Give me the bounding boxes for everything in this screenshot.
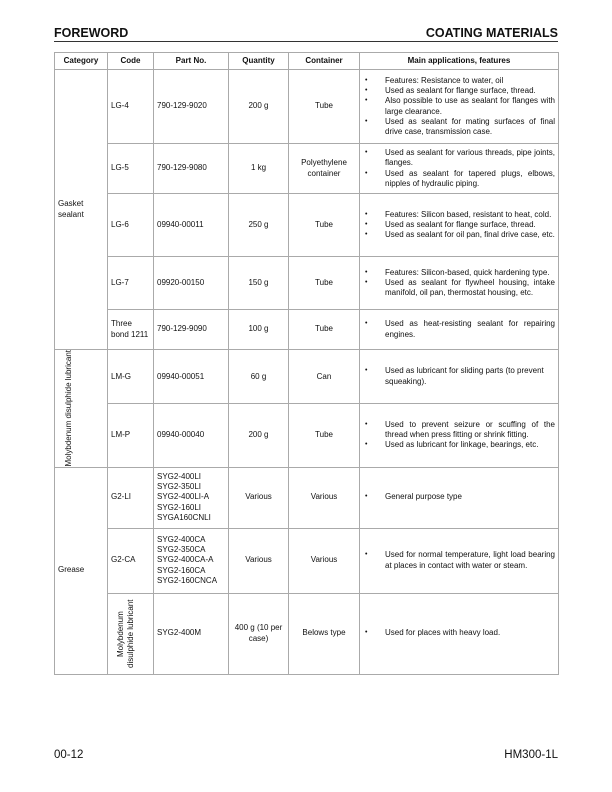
feature-item: • Used as lubricant for linkage, bearings, etc. <box>363 440 555 450</box>
page-header <box>54 25 558 42</box>
qty-cell: 400 g (10 per case) <box>229 593 289 674</box>
code-cell: G2-CA <box>108 528 154 593</box>
part-number: SYG2-160LI <box>157 502 202 512</box>
features-cell <box>360 70 559 144</box>
coating-materials-table <box>54 52 559 675</box>
features-cell <box>360 194 559 257</box>
col-header: Container <box>289 53 360 70</box>
col-header: Quantity <box>229 53 289 70</box>
container-cell: Belows type <box>289 593 360 674</box>
model-number: HM300-1L <box>504 749 558 761</box>
feature-item: • Used for normal temperature, light load bearing at places in contact with water or steam. <box>363 550 555 570</box>
part-number: SYG2-400CA <box>157 535 206 544</box>
category-cell <box>55 350 108 468</box>
code-cell: LG-4 <box>108 70 154 144</box>
qty-cell: Various <box>229 467 289 528</box>
qty-cell: 200 g <box>229 404 289 467</box>
features-cell <box>360 593 559 674</box>
container-cell: Various <box>289 528 360 593</box>
table-row <box>55 144 559 194</box>
part-cell: 09940-00040 <box>154 404 229 467</box>
col-header: Code <box>108 53 154 70</box>
feature-item: • Used for places with heavy load. <box>363 628 555 638</box>
feature-item: • Used as lubricant for sliding parts (to prevent squeaking). <box>363 366 555 386</box>
part-cell: 790-129-9090 <box>154 310 229 350</box>
feature-item: • Features: Silicon based, resistant to heat, cold. <box>363 210 555 220</box>
part-number: SYG2-400CA-A <box>157 555 214 565</box>
container-cell: Tube <box>289 257 360 310</box>
code-label: Molybdenum disulphide lubricant <box>115 599 135 668</box>
features-cell <box>360 528 559 593</box>
feature-item: • Also possible to use as sealant for flanges with large clearance. <box>363 96 555 116</box>
part-number: SYG2-350CA <box>157 545 206 555</box>
part-cell <box>154 528 229 593</box>
section-title: FOREWORD <box>54 26 129 40</box>
container-cell: Tube <box>289 194 360 257</box>
feature-item: • Used as sealant for flange surface, thread. <box>363 220 555 230</box>
qty-cell: Various <box>229 528 289 593</box>
qty-cell: 250 g <box>229 194 289 257</box>
qty-cell: 150 g <box>229 257 289 310</box>
col-header: Part No. <box>154 53 229 70</box>
feature-item: • Used as sealant for flywheel housing, intake manifold, oil pan, thermostat housing, etc. <box>363 278 555 298</box>
features-cell <box>360 467 559 528</box>
part-cell: 09920-00150 <box>154 257 229 310</box>
part-number: SYG2-400LI <box>157 472 202 481</box>
feature-item: • Used as sealant for various threads, pipe joints, flanges. <box>363 148 555 168</box>
col-header: Category <box>55 53 108 70</box>
features-cell <box>360 310 559 350</box>
page-number: 00-12 <box>54 749 84 761</box>
category-label: Molybdenum disulphide lubricant <box>64 350 73 467</box>
part-number: SYG2-350LI <box>157 482 202 492</box>
feature-item: • Used as sealant for flange surface, thread. <box>363 86 555 96</box>
part-number: SYGA160CNLI <box>157 512 211 522</box>
code-cell: LM-P <box>108 404 154 467</box>
features-cell <box>360 144 559 194</box>
category-cell: Grease <box>55 467 108 674</box>
table-row <box>55 404 559 467</box>
table-row <box>55 467 559 528</box>
qty-cell: 200 g <box>229 70 289 144</box>
table-row <box>55 593 559 674</box>
part-cell: 09940-00011 <box>154 194 229 257</box>
part-number: SYG2-400LI-A <box>157 492 210 502</box>
table-row <box>55 194 559 257</box>
code-cell: Three bond 1211 <box>108 310 154 350</box>
qty-cell: 1 kg <box>229 144 289 194</box>
container-cell: Tube <box>289 70 360 144</box>
table-row <box>55 257 559 310</box>
code-cell: G2-LI <box>108 467 154 528</box>
col-header: Main applications, features <box>360 53 559 70</box>
code-cell: LG-7 <box>108 257 154 310</box>
part-number: SYG2-160CNCA <box>157 575 218 585</box>
code-cell: LM-G <box>108 350 154 404</box>
category-cell: Gasket sealant <box>55 70 108 350</box>
container-cell: Tube <box>289 310 360 350</box>
part-cell: 09940-00051 <box>154 350 229 404</box>
code-cell: LG-6 <box>108 194 154 257</box>
table-row <box>55 70 559 144</box>
part-number: SYG2-160CA <box>157 565 206 575</box>
container-cell: Tube <box>289 404 360 467</box>
part-cell: 790-129-9080 <box>154 144 229 194</box>
chapter-title: COATING MATERIALS <box>425 26 558 40</box>
feature-item: • Features: Silicon-based, quick hardening type. <box>363 268 555 278</box>
container-cell: Can <box>289 350 360 404</box>
feature-item: • General purpose type <box>363 492 555 502</box>
table-row <box>55 310 559 350</box>
feature-item: • Used to prevent seizure or scuffing of the thread when press fitting or shrink fitting. <box>363 420 555 440</box>
container-cell: Various <box>289 467 360 528</box>
feature-item: • Used as sealant for mating surfaces of final drive case, transmission case. <box>363 117 555 137</box>
part-cell <box>154 467 229 528</box>
features-cell <box>360 350 559 404</box>
features-cell <box>360 257 559 310</box>
table-row <box>55 528 559 593</box>
container-cell: Polyethylene container <box>289 144 360 194</box>
table-header-row <box>55 53 559 70</box>
part-cell: 790-129-9020 <box>154 70 229 144</box>
qty-cell: 60 g <box>229 350 289 404</box>
feature-item: • Used as sealant for oil pan, final drive case, etc. <box>363 230 555 240</box>
part-cell: SYG2-400M <box>154 593 229 674</box>
feature-item: • Used as heat-resisting sealant for repairing engines. <box>363 319 555 339</box>
feature-item: • Used as sealant for tapered plugs, elbows, nipples of hydraulic piping. <box>363 169 555 189</box>
code-cell <box>108 593 154 674</box>
feature-item: • Features: Resistance to water, oil <box>363 76 555 86</box>
features-cell <box>360 404 559 467</box>
table-row <box>55 350 559 404</box>
code-cell: LG-5 <box>108 144 154 194</box>
qty-cell: 100 g <box>229 310 289 350</box>
